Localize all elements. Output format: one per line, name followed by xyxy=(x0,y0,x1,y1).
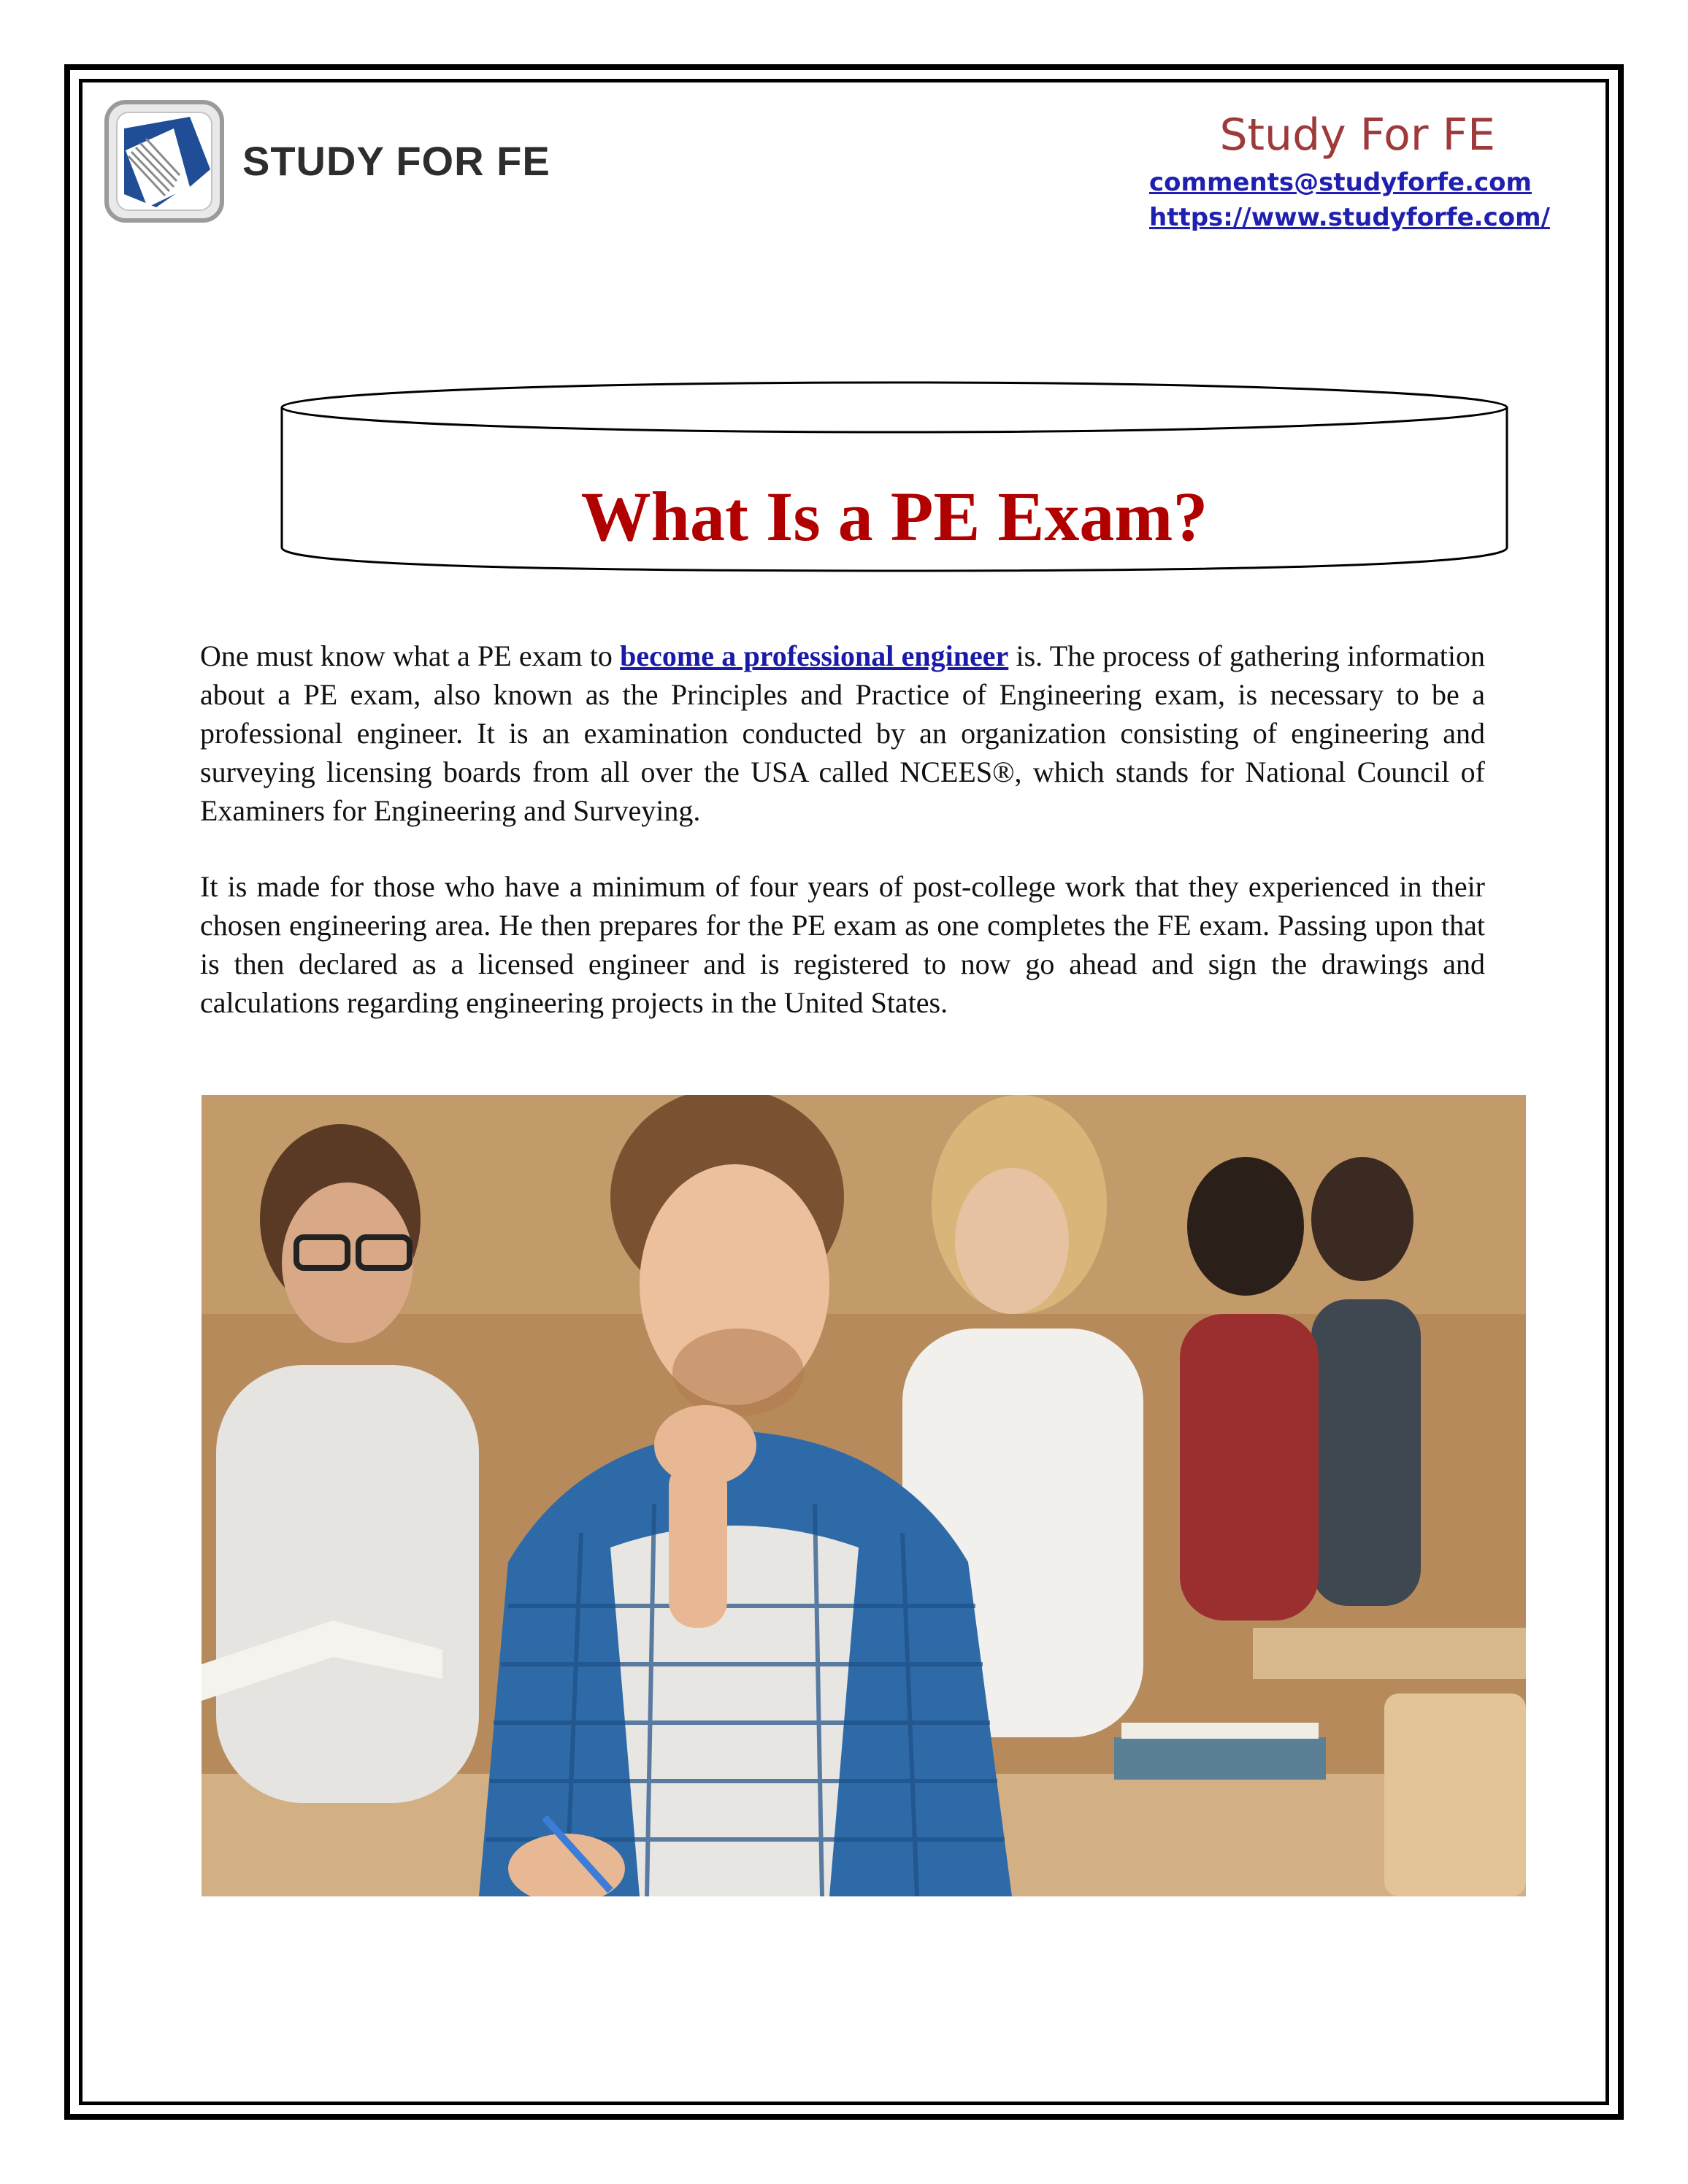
students-exam-photo xyxy=(202,1095,1526,1896)
become-professional-engineer-link[interactable]: become a professional engineer xyxy=(620,639,1009,672)
page-title: What Is a PE Exam? xyxy=(580,477,1208,555)
intro-paragraph xyxy=(200,637,1485,830)
study-for-fe-logo-icon xyxy=(104,99,225,223)
brand-title: Study For FE xyxy=(1219,109,1495,161)
intro-text-end: is. The process of gathering information about a PE exam, also known as the Principles and Practice of Engineering exam, is necessary to be a professional engineer. It is an examination conducted by an organization consisting of engineering and surveying licensing boards from all over the USA called NCEES®, which stands for National Council of Examiners for Engineering and Surveying. xyxy=(200,639,1486,827)
website-link[interactable]: https://www.studyforfe.com/ xyxy=(1149,203,1550,232)
contact-email-link[interactable]: comments@studyforfe.com xyxy=(1149,168,1532,197)
intro-text-start: One must know what a PE exam to xyxy=(200,639,621,672)
logo-wordmark: STUDY FOR FE xyxy=(242,138,550,184)
eligibility-paragraph: It is made for those who have a minimum of four years of post-college work that they experienced in their chosen engineering area. He then prepares for the PE exam as one completes the FE exam. Passing upon that is then declared as a licensed engineer and is registered to now go ahead and sign the drawings and calculations regarding engineering projects in the United States. xyxy=(200,870,1485,1019)
